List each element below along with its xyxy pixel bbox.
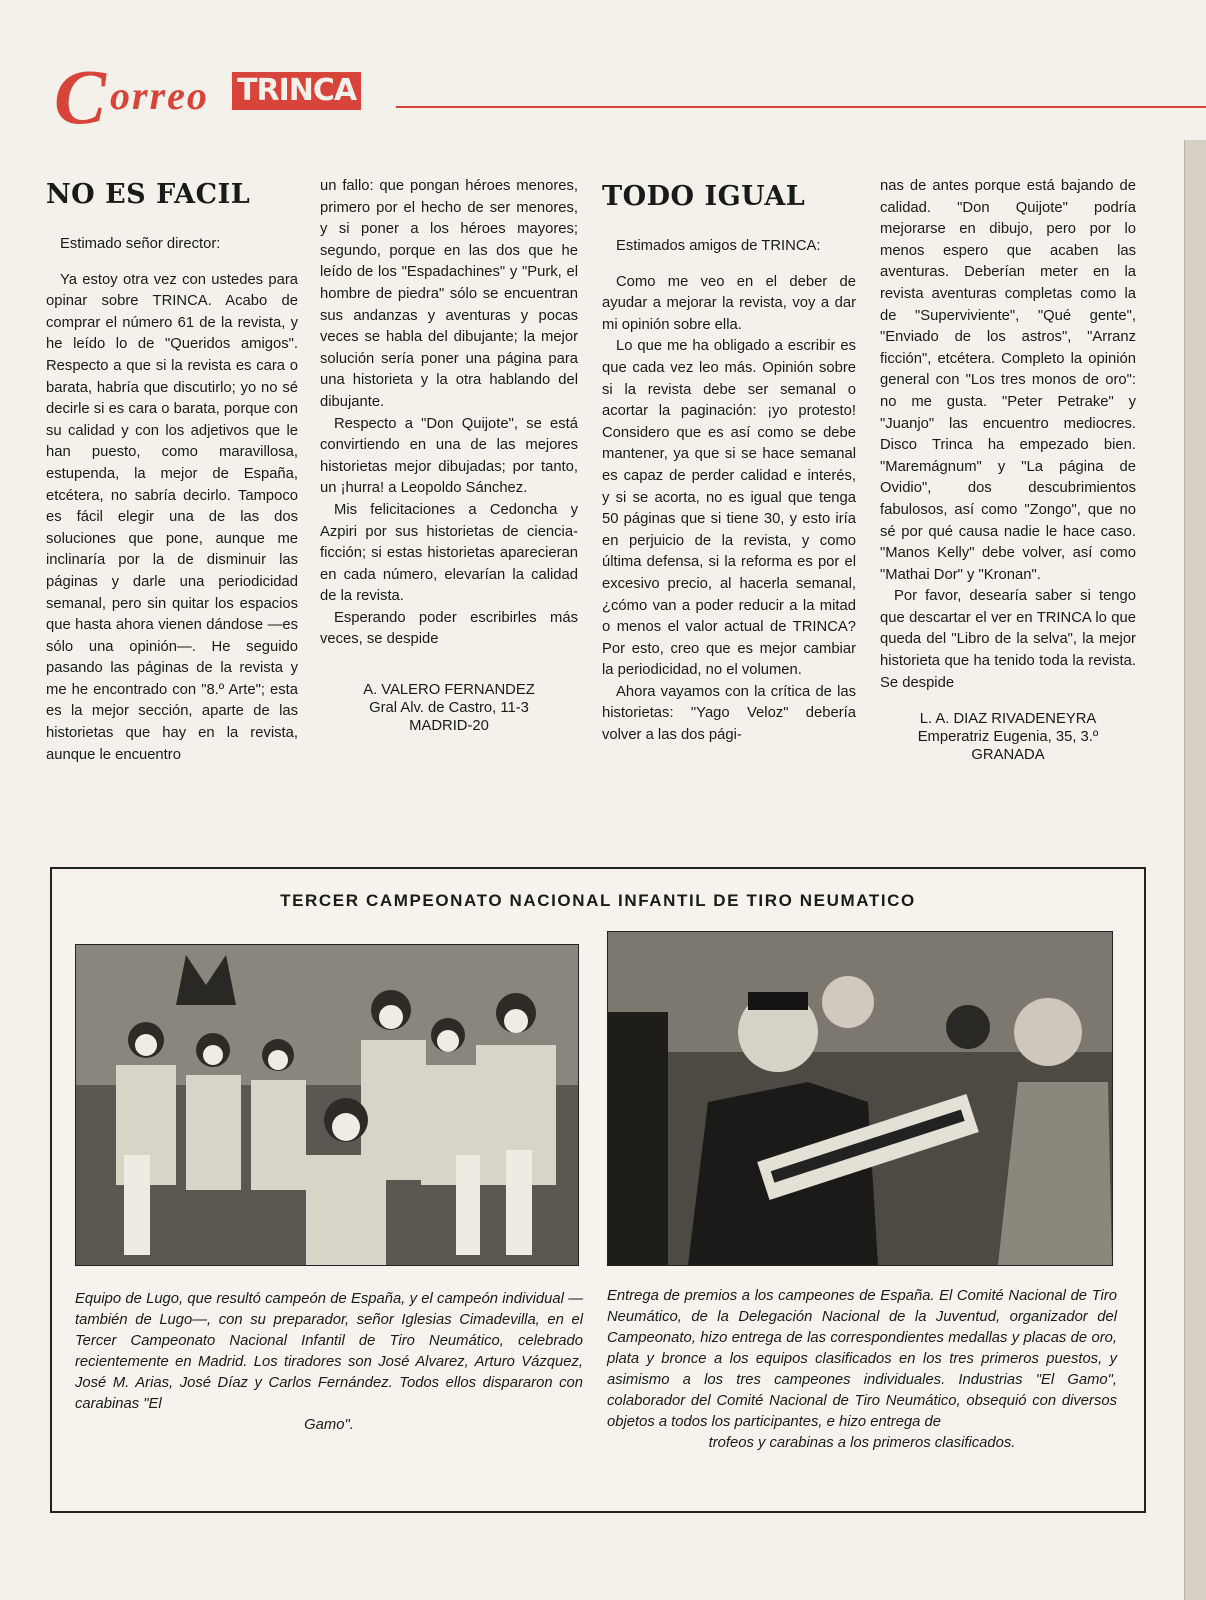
team-photo-image [76, 945, 578, 1265]
header-rule [396, 106, 1206, 108]
letter-1-headline: NO ES FACIL [46, 179, 251, 210]
letter-2-signer-city: GRANADA [971, 747, 1045, 764]
team-photo [75, 944, 579, 1266]
letter-1-column-1 [46, 178, 298, 766]
letter-1-signature [320, 681, 578, 735]
team-photo-caption [75, 1289, 583, 1436]
letter-2-signer-name: L. A. DIAZ RIVADENEYRA [919, 711, 1097, 728]
team-caption-end: Gamo". [304, 1417, 354, 1433]
feature-box [50, 867, 1146, 1513]
letter-1-greeting: Estimado señor director: [60, 236, 221, 252]
letter-2-column-2 [880, 176, 1136, 764]
award-caption-text: Entrega de premios a los campeones de España. El Comité Nacional de Tiro Neumático, de la Delegación Nacional de la Juventud, organizador del Campeonato, hizo entrega de las correspondientes medallas y placas de oro, plata y bronce a los equipos clasificados en los tres primeros puestos, y asimismo a los tres campeones individuales. Industrias "El Gamo", colaborador del Comité Nacional de Tiro Neumático, obsequió con diversos objetos a todos los participantes, e hizo entrega de [607, 1288, 1117, 1430]
letter-1-body-part-1: Ya estoy otra vez con ustedes para opinar sobre TRINCA. Acabo de comprar el número 61 de la revista, y he leído lo de "Queridos amigos". Respecto a que si la revista es cara o barata, habría que discutirlo; yo no sé decirle si es cara o barata, porque con su calidad y con los adjetivos que le han puesto, como maravillosa, estupenda, la mejor de España, etcétera, no sabría decirlo. Tampoco es fácil elegir una de las dos soluciones que pone, aunque me inclinaría por la de disminuir las páginas y darle una periodicidad semanal, pero sin quitar los espacios que hasta ahora vienen dándose —es sólo una opinión—. He seguido pasando las páginas de la revista y me he encontrado con "8.º Arte"; esta es la mejor sección, aparte de las historietas que hay en la revista, aunque le encuentro [46, 271, 298, 763]
logo-word: orreo [110, 73, 209, 118]
letter-2-paragraph: Ahora vayamos con la crítica de las historietas: "Yago Veloz" debería volver a las dos pági- [602, 683, 856, 744]
page-header [48, 53, 1206, 140]
award-photo-caption [607, 1286, 1117, 1454]
feature-title: TERCER CAMPEONATO NACIONAL INFANTIL DE TIRO NEUMATICO [280, 891, 916, 910]
award-caption-end: trofeos y carabinas a los primeros clasificados. [708, 1435, 1016, 1451]
page-edge [1184, 140, 1206, 1600]
letter-1-closing: Esperando poder escribirles más veces, se despide [320, 609, 578, 648]
letter-1-paragraph: Respecto a "Don Quijote", se está convirtiendo en una de las mejores historietas mejor dibujadas; por tanto, un ¡hurra! a Leopoldo Sánchez. [320, 415, 578, 497]
letter-1-signer-name: A. VALERO FERNANDEZ [363, 682, 535, 699]
letter-2-signature [880, 710, 1136, 764]
letter-2-closing: Por favor, desearía saber si tengo que descartar el ver en TRINCA lo que queda del "Libro de la selva", la mejor historieta que ha tenido toda la revista. Se despide [880, 588, 1136, 691]
logo-brand: TRINCA [232, 72, 361, 110]
letter-2-column-1 [602, 180, 856, 747]
letter-1-body-part-2: un fallo: que pongan héroes menores, primero por el hecho de ser menores, y si poner a los héroes mayores; segundo, porque en las dos que he leído de los "Espadachines" y "Purk, el hombre de piedra" sólo se encuentran sus andanzas y aventuras y pocas veces se habla del dibujante; la mejor solución sería poner una página para una historieta y la otra hablando del dibujante. [320, 178, 578, 410]
letter-1-paragraph: Mis felicitaciones a Cedoncha y Azpiri por sus historietas de ciencia-ficción; si estas historietas aparecieran en cada número, elevarían la calidad de la revista. [320, 501, 578, 605]
letter-2-paragraph: Como me veo en el deber de ayudar a mejorar la revista, voy a dar mi opinión sobre ella. [602, 273, 856, 333]
letter-1-column-2 [320, 176, 578, 735]
award-photo-image [608, 932, 1112, 1265]
letter-2-paragraph: nas de antes porque está bajando de calidad. "Don Quijote" podría mejorarse en dibujo, pero por lo menos espero que acaben las aventuras. Deberían meter en la revista aventuras completas como la de "Superviviente", "Qué gente", "Enviado de los astros", "Arranz ficción", etcétera. Completo la opinión general con "Los tres monos de oro": no me gusta. "Peter Petrake" y "Juanjo" las encuentro mediocres. Disco Trinca ha empezado bien. "Maremágnum" y "La página de Ovidio", dos descubrimientos fabulosos, así como "Zongo", que no sé por qué causa nadie le hace caso. "Manos Kelly" debe volver, así como "Mathai Dor" y "Kronan". [880, 178, 1136, 583]
logo-initial: C [54, 53, 107, 140]
letter-2-headline: TODO IGUAL [602, 181, 806, 212]
letter-2-signer-address: Emperatriz Eugenia, 35, 3.º [917, 729, 1099, 746]
letter-2-greeting: Estimados amigos de TRINCA: [616, 238, 821, 254]
award-photo [607, 931, 1113, 1266]
letter-1-signer-city: MADRID-20 [409, 718, 489, 735]
team-caption-text: Equipo de Lugo, que resultó campeón de España, y el campeón individual —también de Lugo—, con su preparador, señor Iglesias Cimadevilla, en el Tercer Campeonato Nacional Infantil de Tiro Neumático, celebrado recientemente en Madrid. Los tiradores son José Alvarez, Arturo Vázquez, José M. Arias, José Díaz y Carlos Fernández. Todos ellos dispararon con carabinas "El [75, 1291, 583, 1412]
letter-1-signer-address: Gral Alv. de Castro, 11-3 [369, 700, 529, 717]
letter-2-paragraph: Lo que me ha obligado a escribir es que cada vez leo más. Opinión sobre si la revista debe ser semanal o acortar la paginación: ¡yo protesto! Considero que es así como se debe mantener, ya que si se hace semanal es capaz de perder calidad e interés, y si se acorta, no es igual que tenga 50 páginas que si tiene 30, y esto iría en perjuicio de la revista, y como última defensa, si la reforma es por el excesivo precio, al hacerla semanal, ¿cómo van a poder reducir a la mitad o menos el valor actual de TRINCA? Por esto, creo que es mejor cambiar la periodicidad, no el volumen. [602, 338, 856, 679]
